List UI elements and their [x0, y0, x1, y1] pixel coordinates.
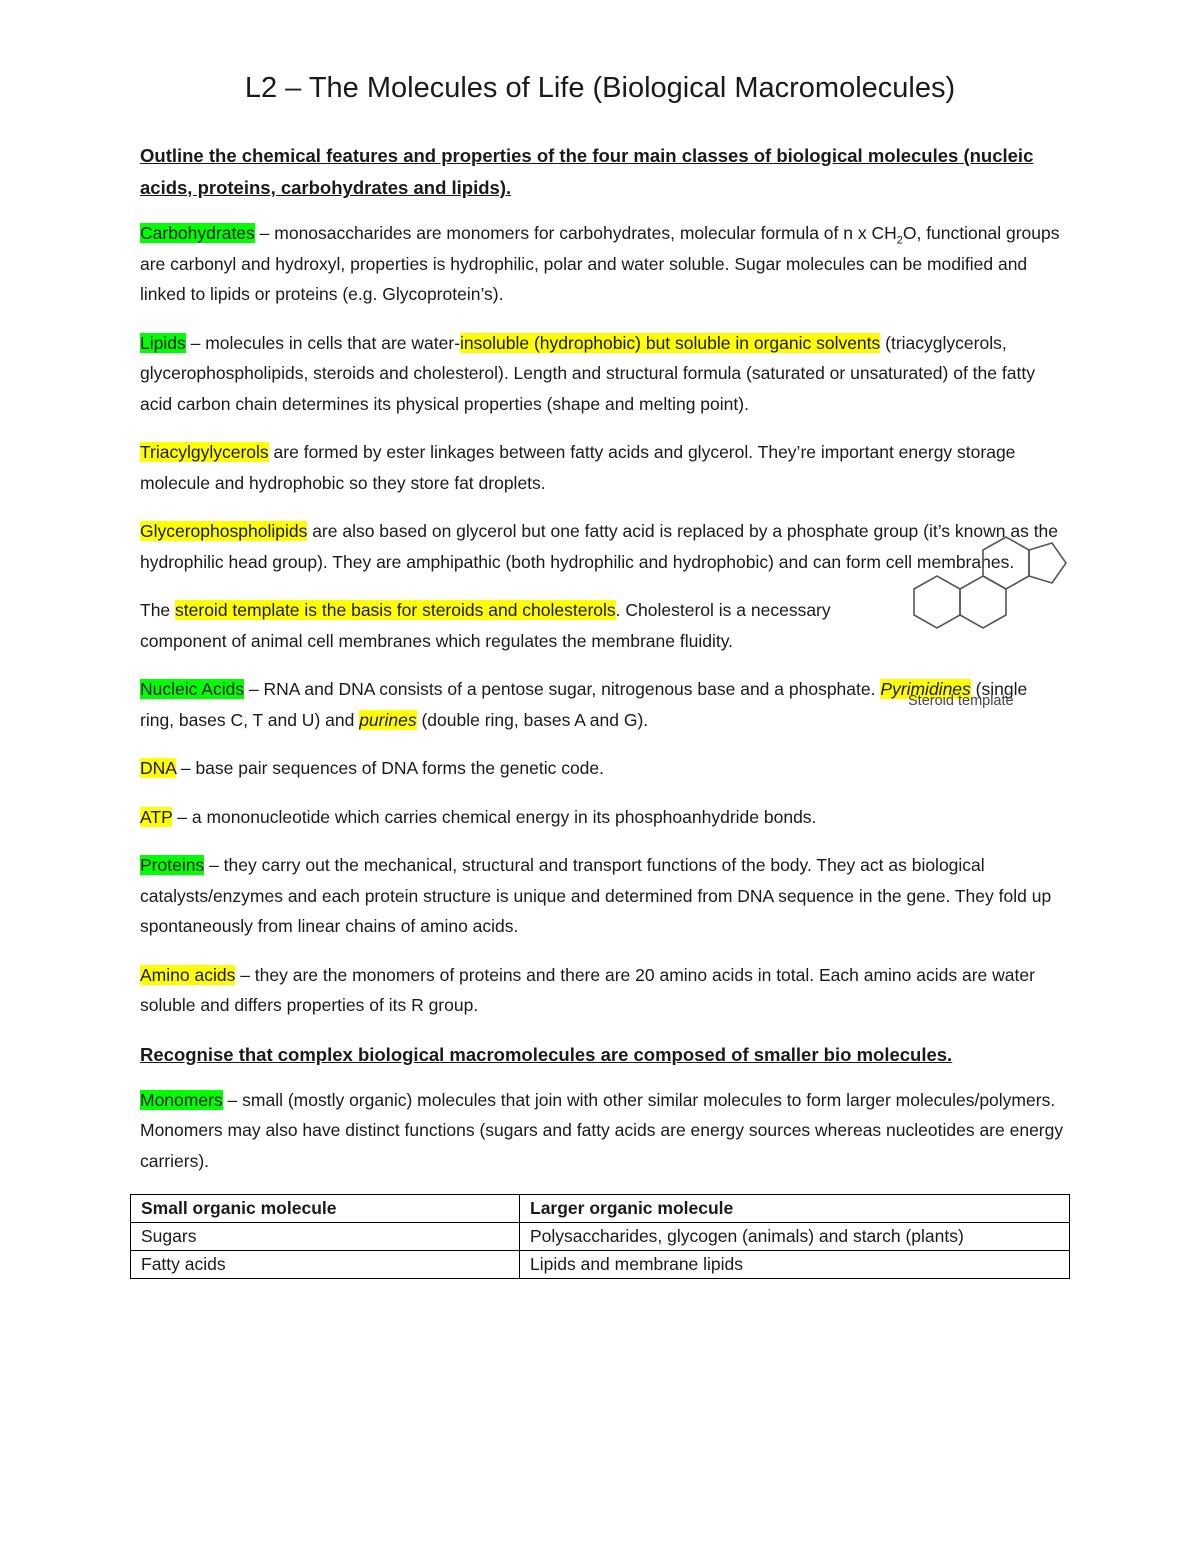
- table-row: [131, 1251, 1070, 1279]
- term-monomers: Monomers: [140, 1089, 223, 1110]
- steroid-pre: The: [140, 600, 176, 620]
- paragraph-dna: [140, 753, 1065, 784]
- term-nucleic-acids: Nucleic Acids: [140, 679, 245, 699]
- term-pyrimidines: Pyrimidines: [880, 679, 971, 699]
- paragraph-proteins: [140, 850, 1065, 942]
- nucleic-text-3: (double ring, bases A and G).: [416, 709, 649, 730]
- lipids-text-1: – molecules in cells that are water-: [185, 332, 461, 353]
- paragraph-atp: [140, 802, 1065, 833]
- table-cell: Fatty acids: [131, 1251, 520, 1279]
- table-cell: Lipids and membrane lipids: [520, 1251, 1070, 1279]
- term-proteins: Proteins: [140, 855, 205, 875]
- term-triacylglycerols: Triacylgylycerols: [140, 442, 269, 462]
- proteins-text: – they carry out the mechanical, structural and transport functions of the body. They act as biological catalysts/enzymes and each protein structure is unique and determined from DNA sequence in the gene. They fold up spontaneously from linear chains of amino acids.: [140, 855, 1052, 936]
- formula-subscript: 2: [896, 234, 903, 247]
- term-carbohydrates: Carbohydrates: [140, 223, 255, 243]
- steroid-template-figure: [888, 535, 1068, 685]
- table-header-small: Small organic molecule: [131, 1195, 520, 1223]
- carbohydrates-text-2: O, functional groups are carbonyl and hydroxyl, properties is hydrophilic, polar and water soluble. Sugar molecules can be modified and linked to lipids or proteins (e.g. Glycoprotein’s).: [140, 223, 1060, 304]
- paragraph-lipids: [140, 328, 1065, 420]
- table-header-row: [131, 1195, 1070, 1223]
- paragraph-triacylglycerols: [140, 437, 1065, 498]
- paragraph-amino-acids: [140, 960, 1065, 1021]
- table-cell: Sugars: [131, 1223, 520, 1251]
- steroid-ring-b: [960, 576, 1006, 628]
- paragraph-carbohydrates: [140, 218, 1065, 310]
- paragraph-steroid: [140, 595, 840, 656]
- steroid-highlight: steroid template is the basis for steroids and cholesterols: [175, 600, 616, 620]
- lipids-highlight: insoluble (hydrophobic) but soluble in organic solvents: [460, 332, 881, 353]
- term-amino-acids: Amino acids: [140, 964, 236, 985]
- term-purines: purines: [359, 709, 417, 730]
- section-heading-macromolecules: Recognise that complex biological macromolecules are composed of smaller bio molecules.: [140, 1043, 953, 1065]
- steroid-ring-d: [1029, 543, 1066, 583]
- steroid-caption: Steroid template: [908, 693, 1014, 709]
- glycerophospholipids-text: are also based on glycerol but one fatty acid is replaced by a phosphate group (it’s known as the hydrophilic head group). They are amphipathic (both hydrophilic and hydrophobic) and can form cell membranes.: [140, 521, 1059, 572]
- molecule-table: [130, 1194, 1070, 1279]
- term-lipids: Lipids: [140, 332, 186, 353]
- amino-text: – they are the monomers of proteins and there are 20 amino acids in total. Each amino acids are water soluble and differs properties of its R group.: [140, 964, 1035, 1015]
- paragraph-monomers: [140, 1085, 1065, 1177]
- dna-text: – base pair sequences of DNA forms the genetic code.: [175, 758, 605, 778]
- section-heading-classes: Outline the chemical features and properties of the four main classes of biological molecules (nucleic acids, proteins, carbohydrates and lipids).: [140, 145, 1034, 198]
- table-header-larger: Larger organic molecule: [520, 1195, 1070, 1223]
- table-cell: Polysaccharides, glycogen (animals) and starch (plants): [520, 1223, 1070, 1251]
- document-body: [140, 140, 1065, 1279]
- page-title: L2 – The Molecules of Life (Biological Macromolecules): [244, 72, 956, 104]
- monomers-text: – small (mostly organic) molecules that join with other similar molecules to form larger molecules/polymers. Monomers may also have distinct functions (sugars and fatty acids are energy sources whereas nucleotides are energy carriers).: [140, 1089, 1064, 1171]
- nucleic-text-2: (single ring, bases C, T and U) and: [140, 679, 1028, 730]
- steroid-text: . Cholesterol is a necessary component of animal cell membranes which regulates the membrane fluidity.: [140, 600, 831, 651]
- lipids-text-2: (triacyglycerols, glycerophospholipids, steroids and cholesterol). Length and structural formula (saturated or unsaturated) of the fatty acid carbon chain determines its physical properties (shape and melting point).: [140, 332, 1035, 414]
- steroid-ring-c: [983, 537, 1029, 589]
- term-glycerophospholipids: Glycerophospholipids: [140, 521, 308, 541]
- carbohydrates-text-1: – monosaccharides are monomers for carbohydrates, molecular formula of n x CH: [254, 223, 897, 243]
- triacylglycerols-text: are formed by ester linkages between fatty acids and glycerol. They’re important energy storage molecule and hydrophobic so they store fat droplets.: [140, 442, 1016, 493]
- nucleic-text-1: – RNA and DNA consists of a pentose sugar, nitrogenous base and a phosphate.: [244, 679, 881, 699]
- steroid-ring-a: [914, 576, 960, 628]
- atp-text: – a mononucleotide which carries chemical energy in its phosphoanhydride bonds.: [172, 806, 817, 827]
- term-atp: ATP: [140, 806, 173, 827]
- table-row: [131, 1223, 1070, 1251]
- term-dna: DNA: [140, 758, 176, 778]
